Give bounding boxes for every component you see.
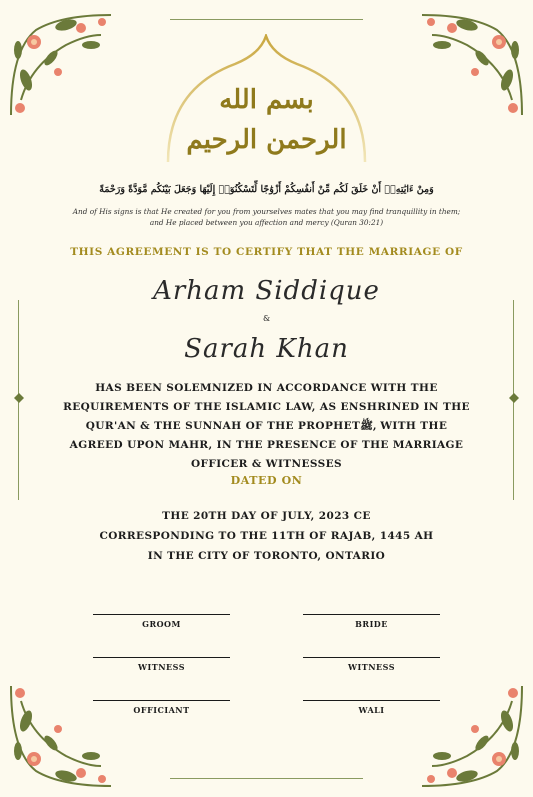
solemnization-statement: HAS BEEN SOLEMNIZED IN ACCORDANCE WITH THE REQUIREMENTS OF THE ISLAMIC LAW, AS ENSHRINED IN THE QUR'AN & THE SUNNAH OF THE PROPHETﷺ, WITH THE AGREED UPON MAHR, IN THE PRESENCE OF THE MARRIAGE OFFICER & WITNESSES <box>63 382 470 470</box>
wali-signature-line[interactable] <box>303 700 440 701</box>
groom-signature-line[interactable] <box>93 614 230 615</box>
quran-verse-arabic: وَمِنْ ءَايَٰتِهِۦٓ أَنْ خَلَقَ لَكُم مِّنْ أَنفُسِكُمْ أَزْوَٰجًا لِّتَسْكُنُوٓا۟ إِلَيْهَا وَجَعَلَ بَيْنَكُم مَّوَدَّةً وَرَحْمَةً <box>99 184 434 195</box>
floral-corner-top-left <box>6 10 116 120</box>
date-gregorian: THE 20TH DAY OF JULY, 2023 CE <box>162 510 371 522</box>
bottom-border-rule <box>170 778 363 779</box>
dated-heading: DATED ON <box>230 474 303 487</box>
right-ornament-icon <box>509 393 519 403</box>
top-border-rule <box>170 19 363 20</box>
certify-heading: THIS AGREEMENT IS TO CERTIFY THAT THE MARRIAGE OF <box>70 246 463 258</box>
officiant-signature-label: OFFICIANT <box>133 705 190 715</box>
date-hijri: CORRESPONDING TO THE 11TH OF RAJAB, 1445 AH <box>99 530 434 542</box>
bride-name: Sarah Khan <box>184 334 349 364</box>
witness-right-signature-line[interactable] <box>303 657 440 658</box>
date-location: IN THE CITY OF TORONTO, ONTARIO <box>147 550 386 562</box>
witness-left-signature-line[interactable] <box>93 657 230 658</box>
bismillah-calligraphy: بسم الله الرحمن الرحيم <box>186 85 347 155</box>
groom-name: Arham Siddique <box>153 276 380 306</box>
wali-signature-label: WALI <box>358 705 385 715</box>
floral-corner-bottom-left <box>6 681 116 791</box>
officiant-signature-line[interactable] <box>93 700 230 701</box>
floral-corner-top-right <box>417 10 527 120</box>
left-ornament-icon <box>14 393 24 403</box>
floral-corner-bottom-right <box>417 681 527 791</box>
ampersand: & <box>262 314 271 323</box>
witness-left-signature-label: WITNESS <box>138 662 185 672</box>
quran-verse-translation: And of His signs is that He created for you from yourselves mates that you may find tranquillity in them; and He placed between you affection and mercy (Quran 30:21) <box>72 207 461 227</box>
bride-signature-line[interactable] <box>303 614 440 615</box>
witness-right-signature-label: WITNESS <box>348 662 395 672</box>
groom-signature-label: GROOM <box>142 619 181 629</box>
bride-signature-label: BRIDE <box>355 619 388 629</box>
